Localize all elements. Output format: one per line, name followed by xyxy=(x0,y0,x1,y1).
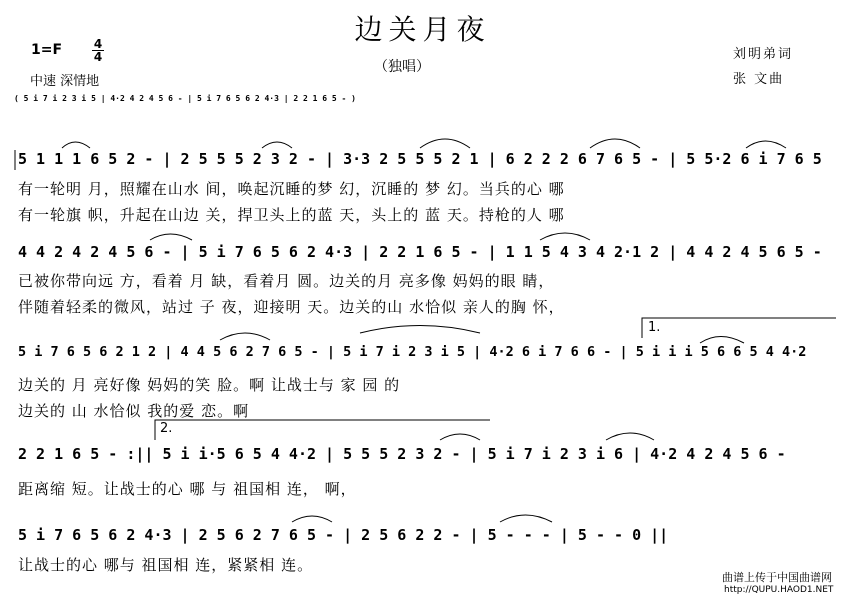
system-4-lyric-verse-2: 边关的 山 水恰似 我的爱 恋。啊 xyxy=(18,402,250,420)
system-2-lyric-verse-2: 有一轮旗 帜，升起在山边 关，捍卫头上的蓝 天，头上的 蓝 天。持枪的人 哪 xyxy=(18,206,565,224)
slur-marks xyxy=(62,139,786,522)
system-4-lyric-verse-1: 边关的 月 亮好像 妈妈的笑 脸。啊 让战士与 家 园 的 xyxy=(18,376,401,394)
system-1-notes: ( 5 i 7 i 2 3 i 5 | 4·2 4 2 4 5 6 - | 5 i 7 6 5 6 2 4·3 | 2 2 1 6 5 - ) xyxy=(14,94,356,103)
composer-credit: 张 文曲 xyxy=(733,72,785,87)
key-signature: 1=F xyxy=(31,42,63,58)
watermark-line-2: http://QUPU.HAOD1.NET xyxy=(724,585,834,595)
system-6-notes: 5 i 7 6 5 6 2 4·3 | 2 5 6 2 7 6 5 - | 2 5 6 2 2 - | 5 - - - | 5 - - 0 || xyxy=(18,526,669,544)
system-3-lyric-verse-2: 伴随着轻柔的微风，站过 子 夜，迎接明 天。边关的山 水恰似 亲人的胸 怀， xyxy=(18,298,565,316)
system-5-lyric: 距离缩 短。让战士的心 哪 与 祖国相 连， 啊， xyxy=(18,480,357,498)
lyricist-credit: 刘明弟词 xyxy=(733,47,794,62)
system-2-notes: 5 1 1 1 6 5 2 - | 2 5 5 5 2 3 2 - | 3·3 2 5 5 5 2 1 | 6 2 2 2 6 7 6 5 - | 5 5·2 6 i 7 6 5 xyxy=(18,150,822,168)
volta-1-bracket xyxy=(642,318,836,338)
system-3-notes: 4 4 2 4 2 4 5 6 - | 5 i 7 6 5 6 2 4·3 | 2 2 1 6 5 - | 1 1 5 4 3 4 2·1 2 | 4 4 2 4 5 6 5 - xyxy=(18,243,822,261)
system-2-lyric-verse-1: 有一轮明 月，照耀在山水 间，唤起沉睡的梦 幻，沉睡的 梦 幻。当兵的心 哪 xyxy=(18,180,565,198)
score-subtitle: （独唱） xyxy=(374,59,430,75)
score-title: 边关月夜 xyxy=(354,13,491,46)
system-6-lyric: 让战士的心 哪与 祖国相 连，紧紧相 连。 xyxy=(18,556,314,574)
volta-2-bracket xyxy=(155,420,490,440)
system-5-notes: 2 2 1 6 5 - :|| 5 i i·5 6 5 4 4·2 | 5 5 5 2 3 2 - | 5 i 7 i 2 3 i 6 | 4·2 4 2 4 5 6 - xyxy=(18,445,786,463)
volta-1-label: 1. xyxy=(648,320,661,335)
system-3-lyric-verse-1: 已被你带向远 方，看着 月 缺，看着月 圆。边关的月 亮多像 妈妈的眼 睛， xyxy=(18,272,555,290)
system-4-notes: 5 i 7 6 5 6 2 1 2 | 4 4 5 6 2 7 6 5 - | 5 i 7 i 2 3 i 5 | 4·2 6 i 7 6 6 - | 5 i i i 5 6 6 5 4 4·2 xyxy=(18,344,807,360)
time-signature-top: 4 xyxy=(93,37,103,51)
volta-2-label: 2. xyxy=(160,421,173,436)
watermark-line-1: 曲谱上传于中国曲谱网 xyxy=(722,571,832,584)
time-signature-bottom: 4 xyxy=(93,50,103,64)
tempo-marking: 中速 深情地 xyxy=(30,74,100,89)
